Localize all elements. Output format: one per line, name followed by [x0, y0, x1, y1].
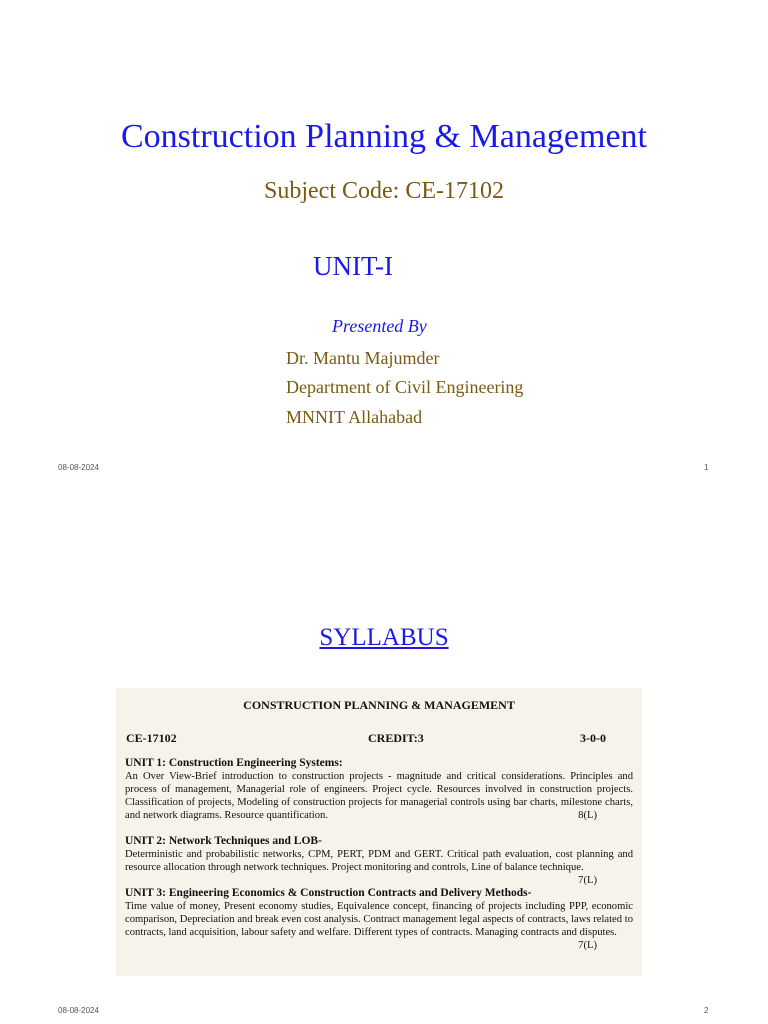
presented-by-label: Presented By — [332, 316, 427, 336]
page-number: 1 — [704, 463, 709, 472]
syllabus-heading[interactable]: SYLLABUS — [319, 624, 449, 651]
unit-1-title: UNIT 1: Construction Engineering Systems: — [125, 757, 343, 769]
footer-date-2: 08-08-2024 — [58, 1006, 99, 1015]
syllabus-ltp: 3-0-0 — [580, 731, 606, 745]
unit-2-body — [125, 848, 633, 886]
author-institute: MNNIT Allahabad — [286, 407, 423, 427]
unit-3-text: Time value of money, Present economy studies, Equivalence concept, financing of projects including PPP, economic comparison, Depreciation and break even cost analysis. Contract management legal aspects of contracts, laws related to contracts, land acquisition, labour safety and welfare. Different types of contracts. Managing contracts and disputes. — [125, 901, 633, 938]
unit-1-hours: 8(L) — [578, 810, 597, 821]
unit-3-body — [125, 900, 633, 951]
slide-title: Construction Planning & Management — [121, 118, 647, 155]
syllabus-credit: CREDIT:3 — [368, 731, 424, 745]
unit-3-hours: 7(L) — [578, 940, 597, 951]
syllabus-image — [116, 688, 642, 976]
unit-2-text: Deterministic and probabilistic networks, CPM, PERT, PDM and GERT. Critical path evaluation, cost planning and resource allocation through network techniques. Project monitoring and controls, Line of balance technique. — [125, 849, 633, 873]
syllabus-course-title: CONSTRUCTION PLANNING & MANAGEMENT — [243, 698, 515, 712]
unit-2-hours: 7(L) — [578, 875, 597, 886]
unit-3-title: UNIT 3: Engineering Economics & Construction Contracts and Delivery Methods- — [125, 887, 532, 899]
syllabus-code: CE-17102 — [126, 731, 177, 745]
unit-1-text: An Over View-Brief introduction to construction projects - magnitude and critical considerations. Principles and process of management, Managerial role of engineers. Project cycle. Resources involved in construction projects. Classification of projects, Modeling of construction projects for managerial controls using bar charts, milestone charts, and network diagrams. Resource quantification. — [125, 771, 633, 821]
unit-label: UNIT-I — [313, 251, 393, 281]
page-number-2: 2 — [704, 1006, 709, 1015]
author-department: Department of Civil Engineering — [286, 377, 524, 397]
unit-2-title: UNIT 2: Network Techniques and LOB- — [125, 835, 322, 847]
author-name: Dr. Mantu Majumder — [286, 348, 440, 368]
subject-code: Subject Code: CE-17102 — [264, 178, 504, 204]
syllabus-code-row — [125, 731, 633, 747]
footer-date: 08-08-2024 — [58, 463, 99, 472]
unit-1-body — [125, 770, 633, 822]
